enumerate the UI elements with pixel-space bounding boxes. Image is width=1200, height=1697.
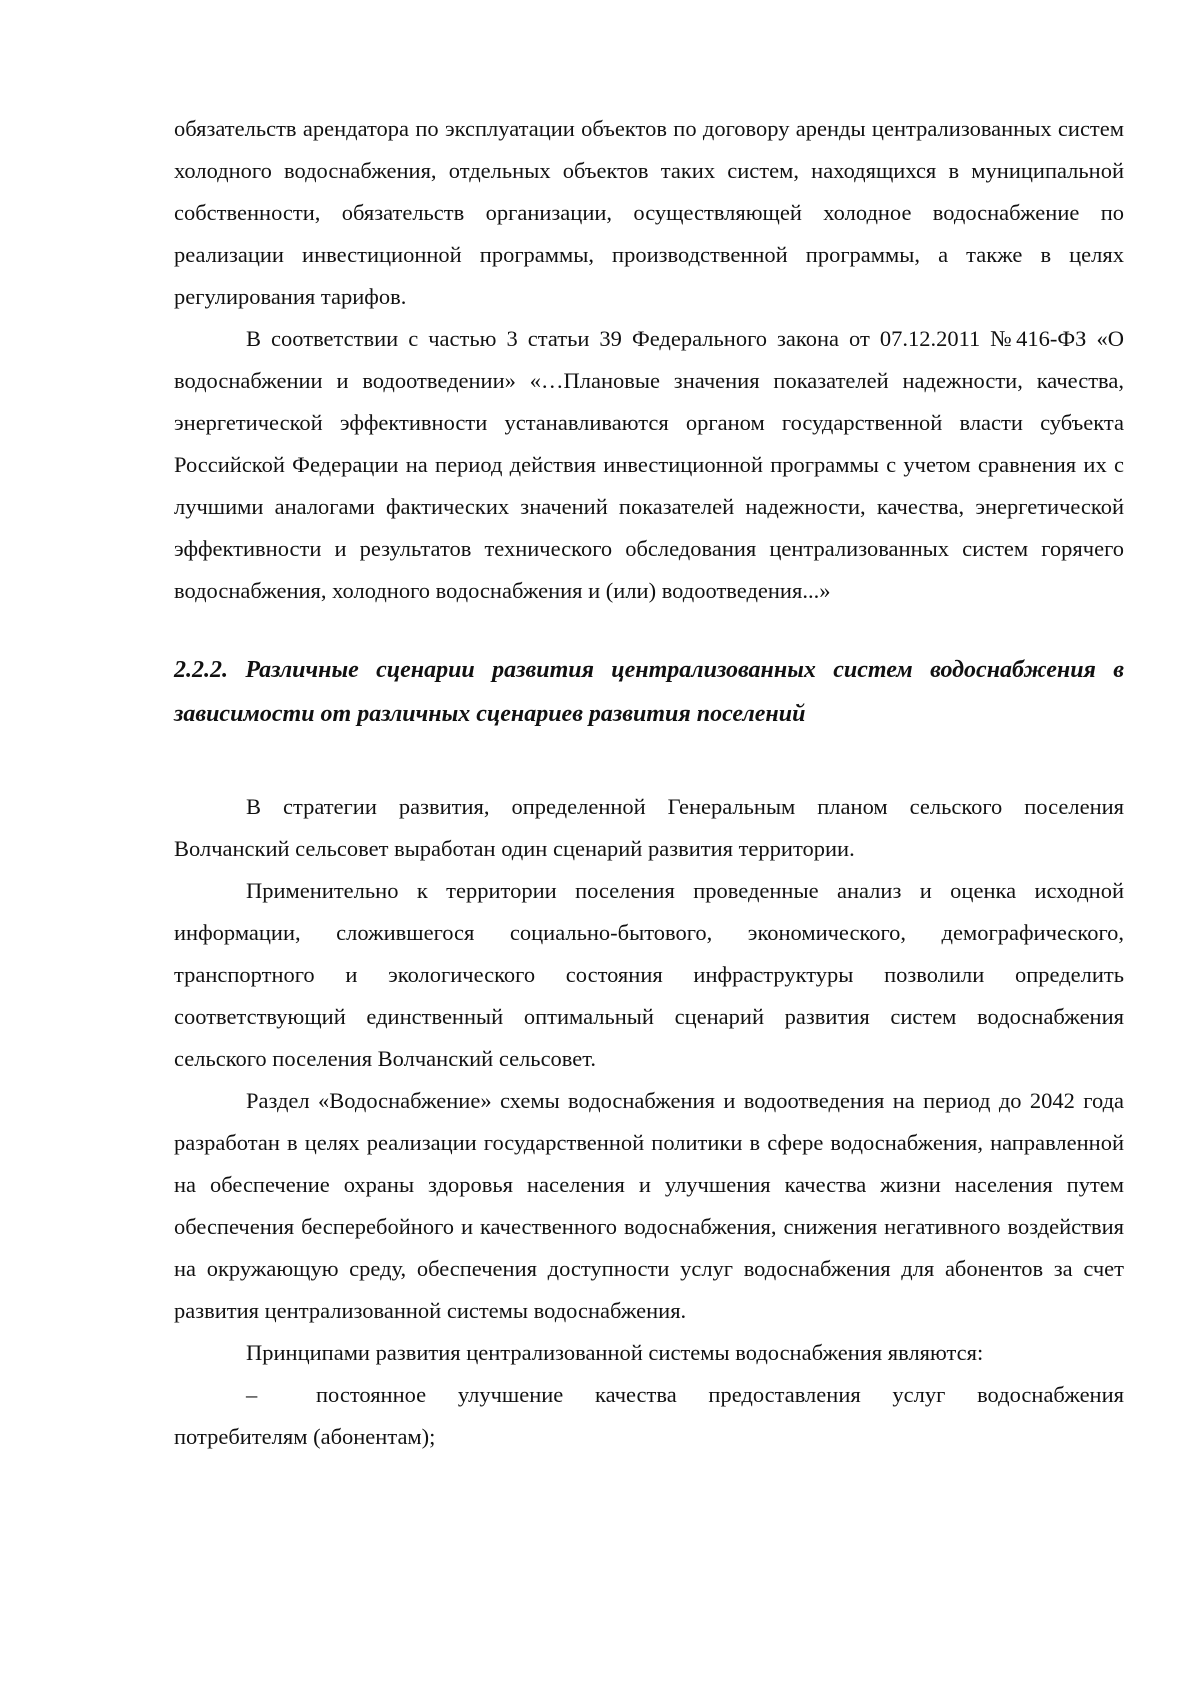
list-item-text: постоянное улучшение качества предоставления услуг водоснабжения потребителям (абонентам);: [174, 1382, 1124, 1449]
paragraph-water-supply-section: Раздел «Водоснабжение» схемы водоснабжения и водоотведения на период до 2042 года разработан в целях реализации государственной политики в сфере водоснабжения, направленной на обеспечение охраны здоровья населения и улучшения качества жизни населения путем обеспечения бесперебойного и качественного водоснабжения, снижения негативного воздействия на окружающую среду, обеспечения доступности услуг водоснабжения для абонентов за счет развития централизованной системы водоснабжения.: [174, 1088, 1124, 1323]
list-item: [174, 1374, 1124, 1458]
paragraph-federal-law: В соответствии с частью 3 статьи 39 Федерального закона от 07.12.2011 №416-ФЗ «О водоснабжении и водоотведении» «…Плановые значения показателей надежности, качества, энергетической эффективности устанавливаются органом государственной власти субъекта Российской Федерации на период действия инвестиционной программы с учетом сравнения их с лучшими аналогами фактических значений показателей надежности, качества, энергетической эффективности и результатов технического обследования централизованных систем горячего водоснабжения, холодного водоснабжения и (или) водоотведения...»: [174, 326, 1124, 603]
list-dash-marker: –: [246, 1382, 258, 1407]
paragraph-strategy: В стратегии развития, определенной Генеральным планом сельского поселения Волчанский сельсовет выработан один сценарий развития территории.: [174, 794, 1124, 861]
section-heading: 2.2.2. Различные сценарии развития централизованных систем водоснабжения в зависимости от различных сценариев развития поселений: [174, 657, 1124, 727]
document-body: [174, 108, 1124, 1458]
paragraph-territory-analysis: Применительно к территории поселения проведенные анализ и оценка исходной информации, сложившегося социально-бытового, экономического, демографического, транспортного и экологического состояния инфраструктуры позволили определить соответствующий единственный оптимальный сценарий развития систем водоснабжения сельского поселения Волчанский сельсовет.: [174, 878, 1124, 1071]
paragraph-continuation: обязательств арендатора по эксплуатации объектов по договору аренды централизованных систем холодного водоснабжения, отдельных объектов таких систем, находящихся в муниципальной собственности, обязательств организации, осуществляющей холодное водоснабжение по реализации инвестиционной программы, производственной программы, а также в целях регулирования тарифов.: [174, 116, 1124, 309]
paragraph-principles: Принципами развития централизованной системы водоснабжения являются:: [246, 1340, 984, 1365]
